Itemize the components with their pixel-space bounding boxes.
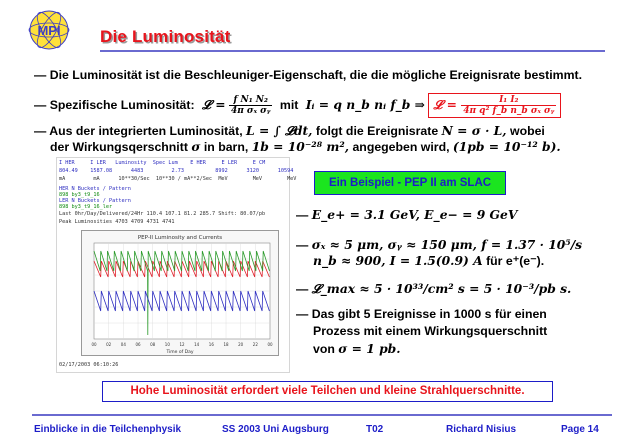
pep-x-tick-label: 00 — [267, 342, 273, 347]
footer-author: Richard Nisius — [446, 424, 517, 435]
luminosity-boxed-formula — [428, 93, 561, 118]
pep-x-ticks — [91, 342, 273, 347]
pep-chart-svg — [82, 231, 278, 355]
boxed-formula-fraction — [461, 95, 556, 116]
pep-x-tick-label: 02 — [106, 342, 112, 347]
boxed-formula-lhs: 𝓛 = — [433, 97, 457, 112]
events-text-3: von — [313, 342, 335, 356]
bullet-2-text: Spezifische Luminosität: — [49, 98, 195, 112]
fraction-numerator: I₁ I₂ — [461, 95, 556, 106]
events-text-1: Das gibt 5 Ereignisse in 1000 s für einen — [311, 307, 547, 321]
example-item-1: — E_e+ = 3.1 GeV, E_e− = 9 GeV — [296, 207, 518, 222]
bunch-parameters-text: für e⁺(e⁻). — [486, 254, 545, 268]
bullet-3-text-d: der Wirkungsqerschnitt — [50, 140, 188, 154]
pep-x-tick-label: 12 — [179, 342, 185, 347]
footer-divider — [32, 414, 612, 416]
conclusion-box: Hohe Luminosität erfordert viele Teilchen und kleine Strahlquerschnitte. — [102, 381, 553, 402]
pep-chart-title: PEP-II Luminosity and Currents — [137, 235, 223, 241]
pep-x-tick-label: 10 — [164, 342, 170, 347]
example-label: Ein Beispiel - PEP II am SLAC — [314, 171, 506, 195]
bullet-3-text-a: Aus der integrierten Luminosität, — [49, 124, 243, 138]
footer-code: T02 — [366, 424, 384, 435]
pep-x-tick-label: 20 — [238, 342, 244, 347]
bullet-3 — [34, 123, 545, 139]
bullet-3-text-f: angegeben wird, — [352, 140, 450, 154]
example-item-2: — σₓ ≈ 5 μm, σᵧ ≈ 150 μm, f = 1.37 · 10⁵/s — [296, 237, 583, 252]
pep-ler-label: LER N Buckets / Pattern — [59, 198, 131, 204]
bullet-dash: — — [34, 98, 50, 112]
pep-units-row: mA mA 10**30/Sec 10**30 / mA**2/Sec MeV MeV MeV — [59, 176, 297, 182]
beam-sizes: σₓ ≈ 5 μm, σᵧ ≈ 150 μm, f = 1.37 · 10⁵/s — [311, 237, 583, 252]
cross-section-value: σ = 1 pb. — [338, 341, 401, 356]
current-formula: Iᵢ = q n_b nᵢ f_b ⇒ — [305, 97, 425, 112]
pep-values-row: 804.49 1587.08 4483 2.73 8992 3120 10594 — [59, 168, 294, 174]
pep-x-tick-label: 00 — [91, 342, 97, 347]
bullet-1 — [34, 68, 582, 82]
integrated-luminosity-formula: L = ∫ 𝓛dt, — [246, 123, 313, 138]
pep-x-tick-label: 06 — [135, 342, 141, 347]
bullet-dash: — — [34, 124, 50, 138]
bullet-2 — [34, 93, 561, 118]
footer-course: Einblicke in die Teilchenphysik — [34, 424, 182, 435]
pep-x-tick-label: 14 — [194, 342, 200, 347]
pep-x-tick-label: 08 — [150, 342, 156, 347]
event-rate-formula: N = σ · L, — [441, 123, 507, 138]
mit-word: mit — [279, 98, 299, 112]
footer-semester: SS 2003 Uni Augsburg — [222, 424, 329, 435]
picobarn-definition: (1pb = 10⁻¹² b). — [452, 139, 561, 154]
pep-her-label: HER N Buckets / Pattern — [59, 186, 131, 192]
sigma-symbol: σ — [191, 139, 201, 154]
footer-page: Page 14 — [561, 424, 599, 435]
bullet-1-text: Die Luminosität ist die Beschleuniger-Eigenschaft, die die mögliche Ereignisrate bestimmt. — [49, 68, 583, 82]
pep-her-value: 898 by3_t9_16 — [59, 192, 100, 198]
pep-luminosity-chart — [81, 230, 279, 356]
bullet-3-line-2 — [50, 139, 561, 154]
logo-text: MPI — [37, 23, 61, 38]
beam-energies: E_e+ = 3.1 GeV, E_e− = 9 GeV — [311, 207, 518, 222]
pep-peak-line: Peak Luminosities 4703 4709 4731 4741 — [59, 219, 175, 225]
specific-luminosity-fraction — [229, 95, 273, 116]
pep-x-tick-label: 18 — [223, 342, 229, 347]
bullet-3-text-c: wobei — [510, 124, 545, 138]
pep-x-tick-label: 04 — [120, 342, 126, 347]
bullet-3-text-b: folgt die Ereignisrate — [315, 124, 439, 138]
bullet-dash: — — [34, 68, 50, 82]
mpi-logo — [26, 8, 72, 52]
fraction-denominator: 4π q² f_b n_b σₓ σᵧ — [463, 106, 555, 116]
page-title: Die Luminosität — [100, 27, 231, 46]
bunch-parameters: n_b ≈ 900, I = 1.5(0.9) A — [313, 253, 483, 268]
pep-ler-value: 898 by3_t9_16_ler — [59, 204, 113, 210]
pep-ii-screenshot — [56, 157, 297, 373]
example-item-6 — [313, 324, 547, 338]
example-item-5: — Das gibt 5 Ereignisse in 1000 s für einen — [296, 307, 547, 321]
pep-x-axis-label: Time of Day — [166, 350, 194, 355]
example-item-3 — [313, 253, 544, 268]
barn-definition: 1b = 10⁻²⁸ m², — [251, 139, 350, 154]
example-item-7 — [313, 341, 401, 356]
pep-x-tick-label: 16 — [208, 342, 214, 347]
peak-luminosity: 𝓛_max ≈ 5 · 10³³/cm² s = 5 · 10⁻³/pb s. — [311, 281, 572, 296]
pep-timestamp: 02/17/2003 06:10:26 — [59, 362, 119, 368]
specific-luminosity-lhs: 𝓛 = — [202, 97, 226, 112]
bullet-3-text-e: in barn, — [203, 140, 249, 154]
fraction-numerator: f N₁ N₂ — [229, 95, 273, 106]
pep-last-line: Last 0hr/Day/Delivered/24Hr 110.4 107.1 81.2 285.7 Shift: 80.07/pb — [59, 211, 266, 217]
pep-x-tick-label: 22 — [252, 342, 258, 347]
title-divider — [100, 50, 605, 52]
fraction-denominator: 4π σₓ σᵧ — [230, 106, 271, 117]
events-text-2: Prozess mit einem Wirkungsquerschnitt — [313, 324, 548, 338]
pep-header-row: I HER I LER Luminosity Spec Lum E HER E LER E CM — [59, 160, 266, 166]
example-item-4: — 𝓛_max ≈ 5 · 10³³/cm² s = 5 · 10⁻³/pb s. — [296, 281, 572, 296]
